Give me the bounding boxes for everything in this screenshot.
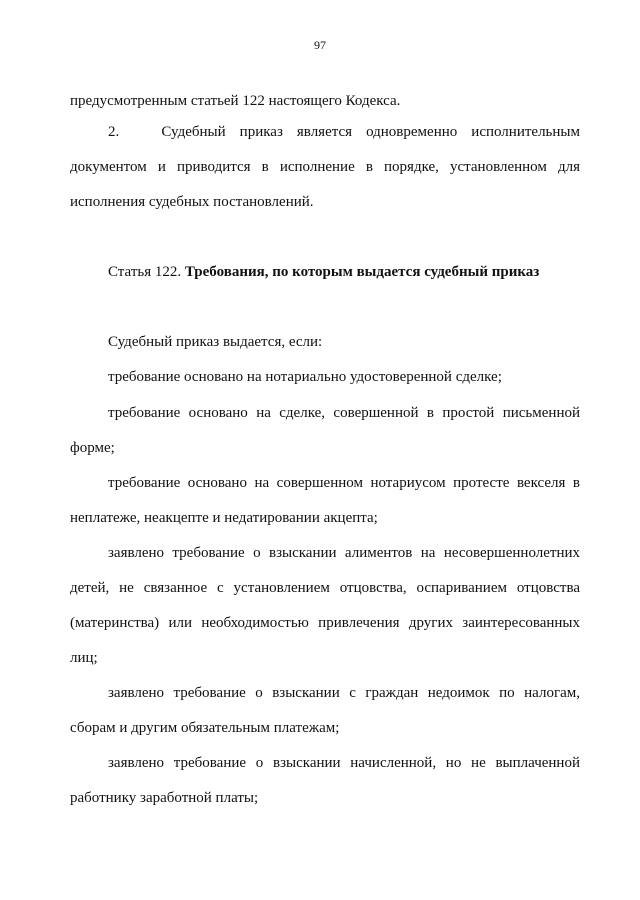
text-line: заявлено требование о взыскании с граждан недоимок по налогам,	[108, 685, 580, 701]
text-line: требование основано на совершенном нотариусом протесте векселя в	[108, 475, 580, 491]
text-line: неплатеже, неакцепте и недатировании акцепта;	[70, 510, 378, 526]
text-line: лиц;	[70, 650, 98, 666]
text-line: Судебный приказ выдается, если:	[108, 334, 323, 350]
article-title: Требования, по которым выдается судебный приказ	[184, 264, 540, 280]
article-number: Статья 122.	[108, 264, 185, 280]
page-number: 97	[314, 38, 326, 52]
article-heading	[108, 263, 539, 281]
text-line: требование основано на сделке, совершенной в простой письменной	[108, 405, 580, 421]
text-line: требование основано на нотариально удостоверенной сделке;	[108, 369, 502, 385]
text-line: заявлено требование о взыскании алиментов на несовершеннолетних	[108, 545, 580, 561]
text-line: предусмотренным статьей 122 настоящего Кодекса.	[70, 93, 401, 109]
text-line: исполнения судебных постановлений.	[70, 194, 314, 210]
text-line: форме;	[70, 440, 115, 456]
text-line: детей, не связанное с установлением отцовства, оспариванием отцовства	[70, 580, 580, 596]
text-line: 2. Судебный приказ является одновременно исполнительным	[108, 124, 580, 140]
text-line: (материнства) или необходимостью привлечения других заинтересованных	[70, 615, 580, 631]
text-line: заявлено требование о взыскании начисленной, но не выплаченной	[108, 755, 580, 771]
text-line: сборам и другим обязательным платежам;	[70, 720, 340, 736]
text-line: документом и приводится в исполнение в порядке, установленном для	[70, 159, 580, 175]
text-line: работнику заработной платы;	[70, 790, 259, 806]
